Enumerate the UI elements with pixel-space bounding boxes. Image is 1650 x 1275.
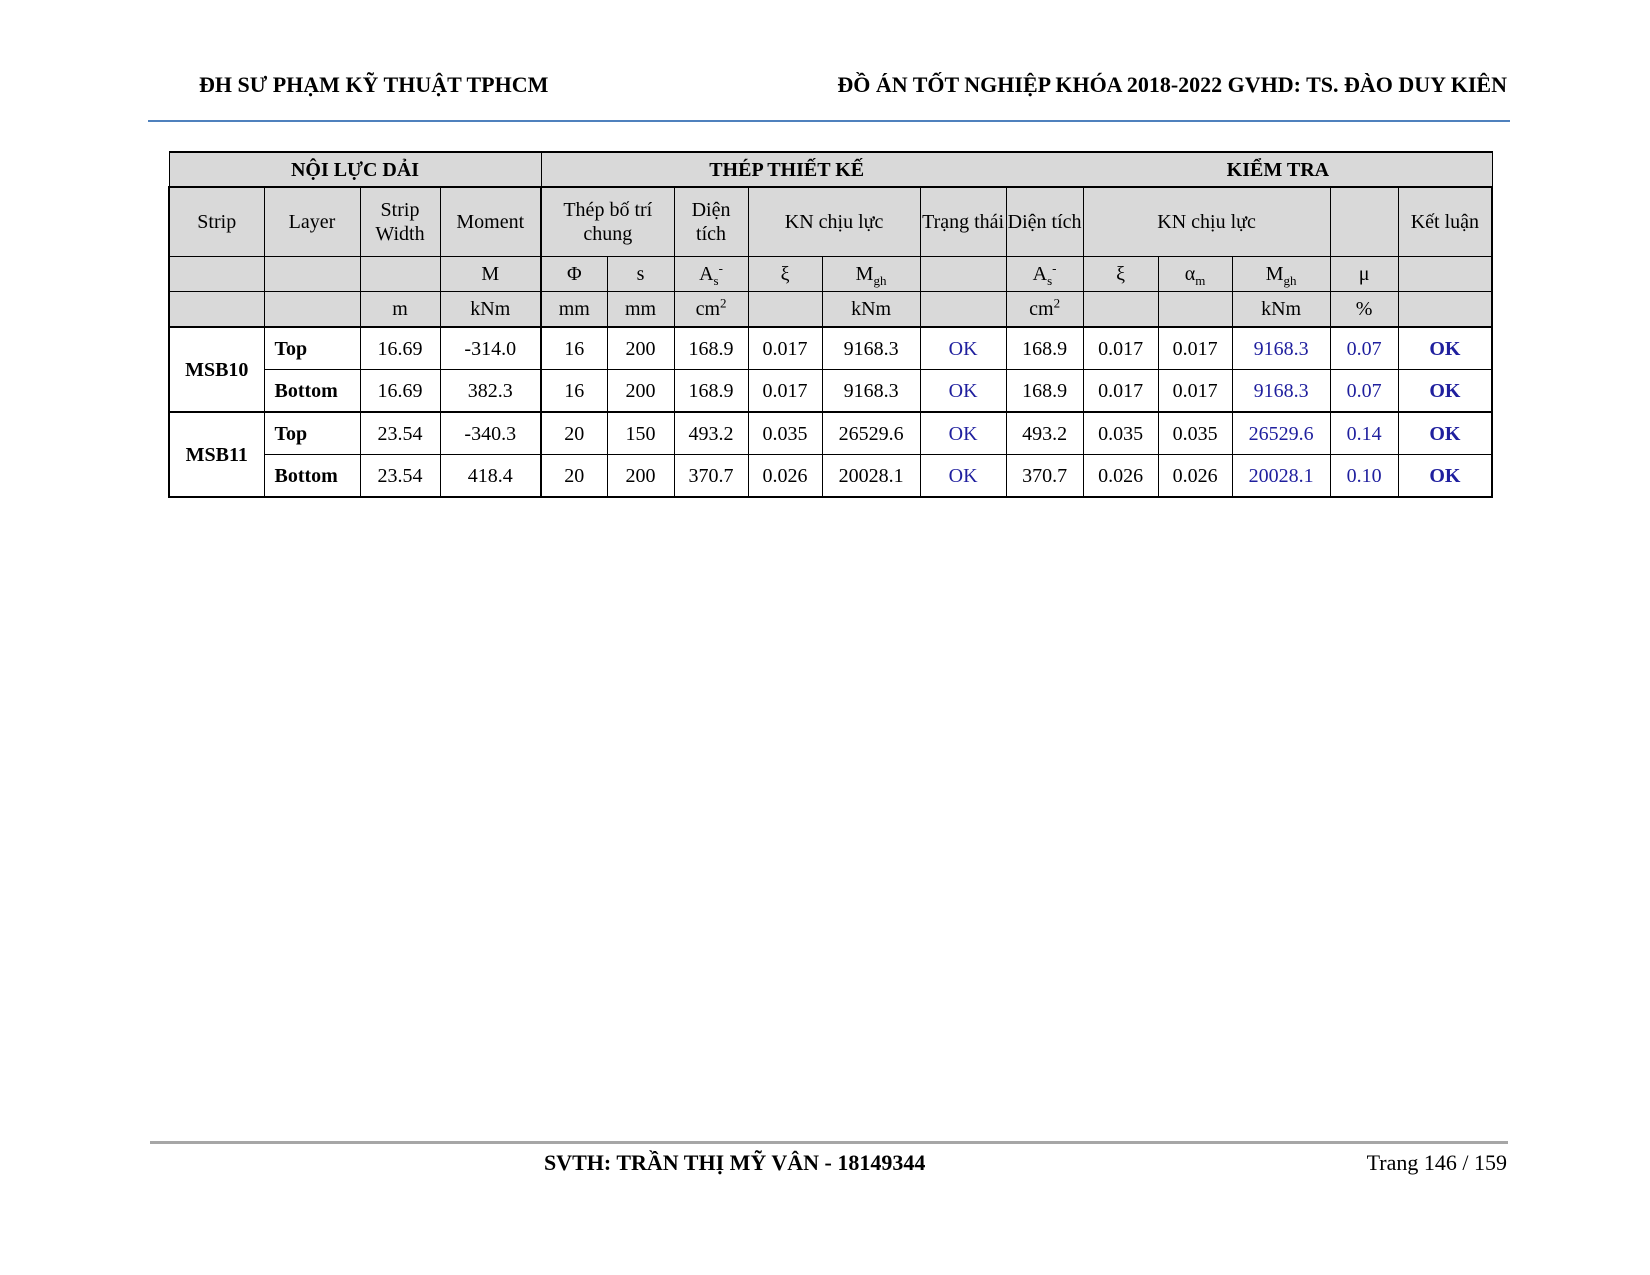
conclusion-cell: OK — [1398, 327, 1492, 370]
sym-mgh-check-base: M — [1265, 263, 1284, 285]
unit-moment: kNm — [440, 292, 541, 328]
moment-cell: -314.0 — [440, 327, 541, 370]
xi-check-cell: 0.026 — [1083, 455, 1158, 498]
sym-as-check-base: A — [1032, 263, 1048, 285]
mgh-check-cell: 9168.3 — [1232, 327, 1330, 370]
unit-blank — [1083, 292, 1158, 328]
col-mu-blank — [1330, 187, 1398, 257]
sym-as — [674, 257, 748, 292]
unit-phi: mm — [541, 292, 607, 328]
layer-cell: Top — [264, 327, 360, 370]
sym-alpha-sub: m — [1195, 273, 1206, 288]
layer-cell: Bottom — [264, 370, 360, 413]
mgh-cell: 9168.3 — [822, 327, 920, 370]
unit-area-check — [1006, 292, 1083, 328]
conclusion-cell: OK — [1398, 455, 1492, 498]
sym-blank — [1398, 257, 1492, 292]
sym-alpha — [1158, 257, 1232, 292]
sym-as-check — [1006, 257, 1083, 292]
unit-area-sup: 2 — [720, 295, 727, 311]
table-row — [169, 455, 1492, 498]
spacing-cell: 150 — [607, 412, 674, 455]
phi-cell: 16 — [541, 327, 607, 370]
sym-blank — [920, 257, 1006, 292]
col-layer: Layer — [264, 187, 360, 257]
mgh-check-cell: 26529.6 — [1232, 412, 1330, 455]
moment-cell: -340.3 — [440, 412, 541, 455]
area-cell: 168.9 — [674, 370, 748, 413]
width-cell: 23.54 — [360, 412, 440, 455]
strip-check-table — [168, 151, 1493, 498]
sym-as-sub: s — [713, 273, 719, 288]
status-cell: OK — [920, 370, 1006, 413]
phi-cell: 20 — [541, 455, 607, 498]
status-cell: OK — [920, 455, 1006, 498]
footer-rule — [150, 1141, 1508, 1144]
footer-page-number: Trang 146 / 159 — [1366, 1150, 1507, 1175]
unit-spacing: mm — [607, 292, 674, 328]
table-row — [169, 370, 1492, 413]
col-capacity-check: KN chịu lực — [1083, 187, 1330, 257]
area-check-cell: 493.2 — [1006, 412, 1083, 455]
moment-cell: 418.4 — [440, 455, 541, 498]
group-check: KIỂM TRA — [920, 152, 1492, 187]
header-rule — [148, 120, 1510, 122]
sym-phi: Φ — [541, 257, 607, 292]
xi-cell: 0.017 — [748, 370, 822, 413]
xi-cell: 0.017 — [748, 327, 822, 370]
unit-mgh-check: kNm — [1232, 292, 1330, 328]
mgh-check-cell: 20028.1 — [1232, 455, 1330, 498]
header-school: ĐH SƯ PHẠM KỸ THUẬT TPHCM — [199, 72, 549, 97]
col-status: Trạng thái — [920, 187, 1006, 257]
area-cell: 168.9 — [674, 327, 748, 370]
xi-check-cell: 0.017 — [1083, 370, 1158, 413]
mgh-cell: 26529.6 — [822, 412, 920, 455]
col-area: Diện tích — [674, 187, 748, 257]
sym-mu: μ — [1330, 257, 1398, 292]
spacing-cell: 200 — [607, 455, 674, 498]
spacing-cell: 200 — [607, 370, 674, 413]
xi-cell: 0.035 — [748, 412, 822, 455]
alpha-cell: 0.026 — [1158, 455, 1232, 498]
col-strip: Strip — [169, 187, 264, 257]
unit-blank — [748, 292, 822, 328]
sym-blank — [360, 257, 440, 292]
col-strip-width: Strip Width — [360, 187, 440, 257]
xi-check-cell: 0.017 — [1083, 327, 1158, 370]
layer-cell: Top — [264, 412, 360, 455]
sym-mgh-sub: gh — [873, 273, 887, 288]
width-cell: 16.69 — [360, 327, 440, 370]
unit-blank — [1158, 292, 1232, 328]
sym-blank — [264, 257, 360, 292]
area-check-cell: 370.7 — [1006, 455, 1083, 498]
sym-xi-check: ξ — [1083, 257, 1158, 292]
unit-area-base: cm — [695, 298, 720, 320]
moment-cell: 382.3 — [440, 370, 541, 413]
phi-cell: 20 — [541, 412, 607, 455]
area-cell: 493.2 — [674, 412, 748, 455]
alpha-cell: 0.017 — [1158, 327, 1232, 370]
sym-mgh-check-sub: gh — [1283, 273, 1297, 288]
unit-width: m — [360, 292, 440, 328]
sym-as-sup: - — [718, 260, 723, 276]
strip-name: MSB10 — [169, 327, 264, 412]
conclusion-cell: OK — [1398, 370, 1492, 413]
mgh-cell: 20028.1 — [822, 455, 920, 498]
sym-blank — [169, 257, 264, 292]
sym-alpha-base: α — [1184, 263, 1196, 285]
unit-blank — [169, 292, 264, 328]
status-cell: OK — [920, 412, 1006, 455]
sym-mgh-base: M — [855, 263, 874, 285]
layer-cell: Bottom — [264, 455, 360, 498]
xi-check-cell: 0.035 — [1083, 412, 1158, 455]
area-check-cell: 168.9 — [1006, 327, 1083, 370]
group-design-steel: THÉP THIẾT KẾ — [541, 152, 920, 187]
mu-cell: 0.10 — [1330, 455, 1398, 498]
phi-cell: 16 — [541, 370, 607, 413]
unit-area-check-base: cm — [1029, 298, 1054, 320]
sym-mgh — [822, 257, 920, 292]
area-check-cell: 168.9 — [1006, 370, 1083, 413]
col-area-check: Diện tích — [1006, 187, 1083, 257]
sym-mgh-check — [1232, 257, 1330, 292]
conclusion-cell: OK — [1398, 412, 1492, 455]
sym-moment: M — [440, 257, 541, 292]
unit-area-check-sup: 2 — [1053, 295, 1061, 311]
mu-cell: 0.07 — [1330, 370, 1398, 413]
area-cell: 370.7 — [674, 455, 748, 498]
sym-as-check-sup: - — [1052, 260, 1057, 276]
xi-cell: 0.026 — [748, 455, 822, 498]
mu-cell: 0.07 — [1330, 327, 1398, 370]
width-cell: 23.54 — [360, 455, 440, 498]
group-internal-force: NỘI LỰC DẢI — [169, 152, 541, 187]
status-cell: OK — [920, 327, 1006, 370]
mgh-check-cell: 9168.3 — [1232, 370, 1330, 413]
mu-cell: 0.14 — [1330, 412, 1398, 455]
header-project: ĐỒ ÁN TỐT NGHIỆP KHÓA 2018-2022 GVHD: TS. ĐÀO DUY KIÊN — [837, 72, 1507, 97]
sym-spacing: s — [607, 257, 674, 292]
spacing-cell: 200 — [607, 327, 674, 370]
col-capacity: KN chịu lực — [748, 187, 920, 257]
unit-blank — [920, 292, 1006, 328]
strip-name: MSB11 — [169, 412, 264, 497]
unit-area — [674, 292, 748, 328]
width-cell: 16.69 — [360, 370, 440, 413]
table-row — [169, 327, 1492, 370]
footer-student: SVTH: TRẦN THỊ MỸ VÂN - 18149344 — [544, 1150, 926, 1175]
sym-xi: ξ — [748, 257, 822, 292]
sym-as-check-sub: s — [1047, 273, 1053, 288]
col-steel-layout: Thép bố trí chung — [541, 187, 674, 257]
col-conclusion: Kết luận — [1398, 187, 1492, 257]
unit-blank — [264, 292, 360, 328]
unit-mu: % — [1330, 292, 1398, 328]
unit-blank — [1398, 292, 1492, 328]
mgh-cell: 9168.3 — [822, 370, 920, 413]
alpha-cell: 0.017 — [1158, 370, 1232, 413]
alpha-cell: 0.035 — [1158, 412, 1232, 455]
table-row — [169, 412, 1492, 455]
unit-mgh: kNm — [822, 292, 920, 328]
col-moment: Moment — [440, 187, 541, 257]
sym-as-base: A — [699, 263, 714, 285]
